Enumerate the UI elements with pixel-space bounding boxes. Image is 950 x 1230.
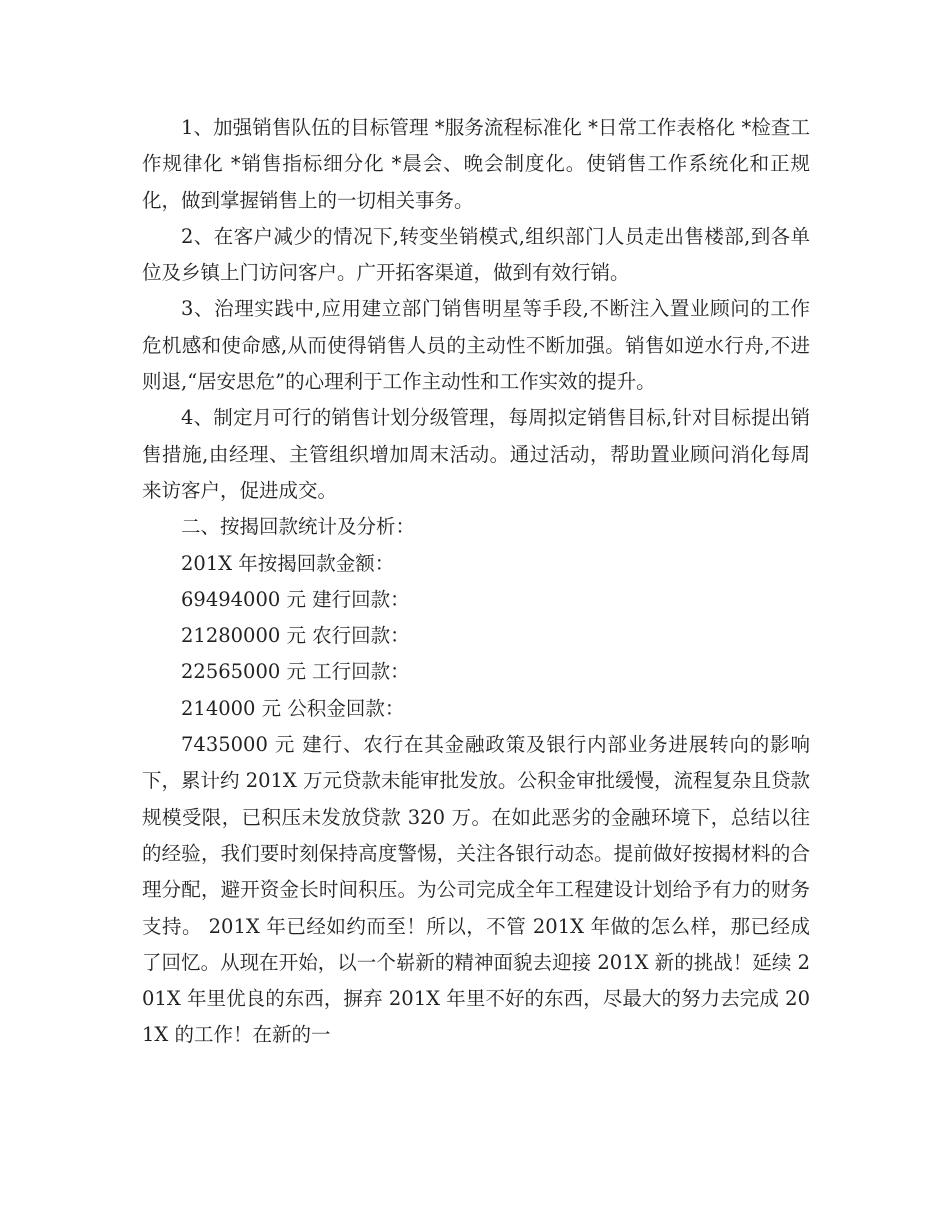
amount-line-abc: 21280000 元 农行回款：: [181, 624, 410, 648]
paragraph-sales-mode-change: 2、在客户减少的情况下,转变坐销模式,组织部门人员走出售楼部,到各单位及乡镇上门访问客户。广开拓客渠道，做到有效行销。: [142, 224, 810, 285]
paragraph-sales-plan: 4、制定月可行的销售计划分级管理，每周拟定销售目标,针对目标提出销售措施,由经理、主管组织增加周末活动。通过活动，帮助置业顾问消化每周来访客户，促进成交。: [142, 406, 810, 502]
section-heading-mortgage-repayment: 二、按揭回款统计及分析：: [181, 515, 416, 539]
paragraph-sales-target-management: 1、加强销售队伍的目标管理 *服务流程标准化 *日常工作表格化 *检查工作规律化 *销售指标细分化 *晨会、晚会制度化。使销售工作系统化和正规化，做到掌握销售上的一切相关事务。: [142, 116, 810, 212]
mortgage-total-line: 201X 年按揭回款金额：: [181, 551, 395, 575]
paragraph-analysis-and-outlook: 7435000 元 建行、农行在其金融政策及银行内部业务进展转向的影响下，累计约 201X 万元贷款未能审批发放。公积金审批缓慢，流程复杂且贷款规模受限，已积压未发放贷款 320 万。在如此恶劣的金融环境下，总结以往的经验，我们要时刻保持高度警惕，关注各银行动态。提前做好按揭材料的合理分配，避开资金长时间积压。为公司完成全年工程建设计划给予有力的财务支持。 201X 年已经如约而至！所以，不管 201X 年做的怎么样，那已经成了回忆。从现在开始，以一个崭新的精神面貌去迎接 201X 新的挑战！延续 201X 年里优良的东西，摒弃 201X 年里不好的东西，尽最大的努力去完成 201X 的工作！在新的一: [142, 733, 810, 1047]
document-body: [142, 110, 810, 1054]
paragraph-sales-star: 3、治理实践中,应用建立部门销售明星等手段,不断注入置业顾问的工作危机感和使命感,从而使得销售人员的主动性不断加强。销售如逆水行舟,不进则退,“居安思危”的心理利于工作主动性和工作实效的提升。: [142, 297, 810, 394]
amount-line-icbc: 22565000 元 工行回款：: [181, 660, 410, 684]
amount-line-provident-fund: 214000 元 公积金回款：: [181, 696, 405, 720]
amount-line-ccb: 69494000 元 建行回款：: [181, 587, 410, 611]
